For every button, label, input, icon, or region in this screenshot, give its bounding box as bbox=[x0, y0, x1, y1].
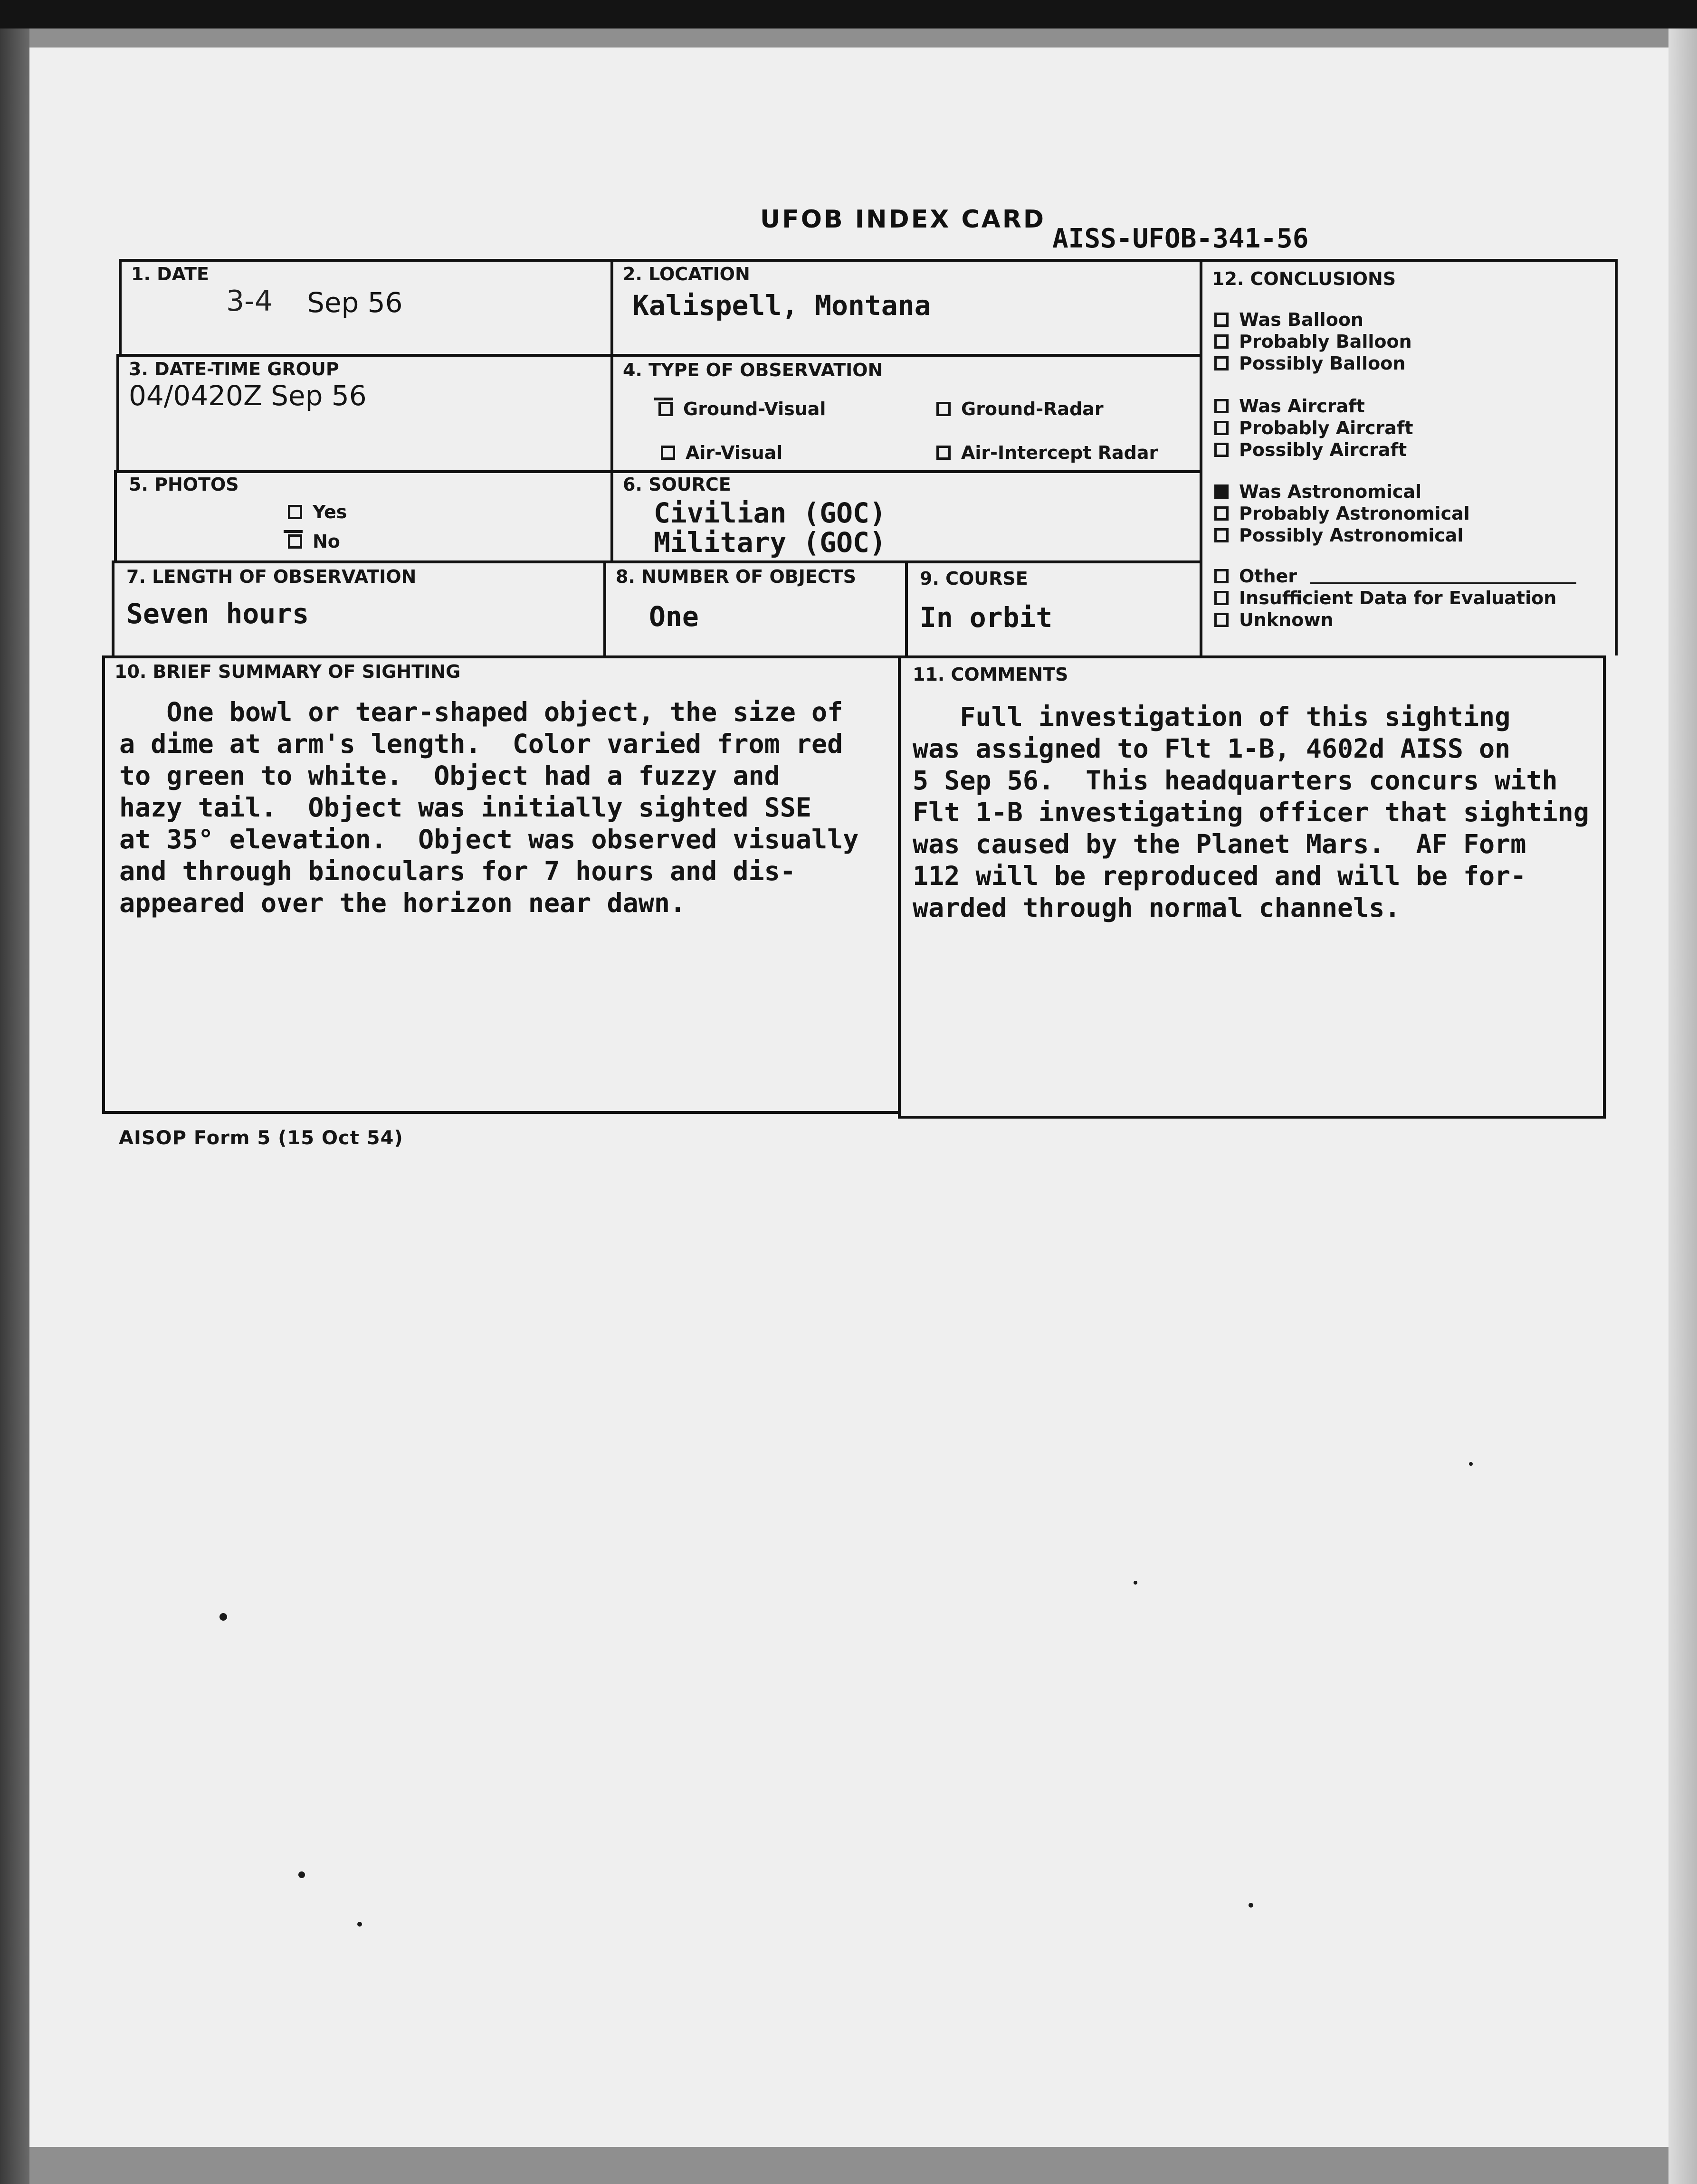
option-air-intercept-radar[interactable]: Air-Intercept Radar bbox=[936, 442, 1158, 463]
checkbox-icon bbox=[1214, 356, 1229, 370]
checkbox-icon bbox=[1214, 569, 1229, 583]
summary-text: One bowl or tear-shaped object, the size of a dime at arm's length. Color varied from red to green to white. Object had a fuzzy and hazy tail. Object was initially sighted SSE at 35° elevation. Object was observed visually and through binoculars for 7 hours and dis- appeared over the horizon near dawn. bbox=[119, 697, 859, 918]
checkbox-marked-icon bbox=[658, 402, 673, 416]
scan-left-shadow bbox=[0, 28, 29, 2184]
photos-label: 5. PHOTOS bbox=[129, 474, 239, 495]
checkbox-icon bbox=[1214, 421, 1229, 435]
conclusions-cell bbox=[1200, 259, 1618, 655]
option-photos-no[interactable]: No bbox=[288, 531, 340, 552]
option-photos-yes[interactable]: Yes bbox=[288, 502, 347, 522]
checkbox-icon bbox=[288, 505, 302, 519]
checkbox-icon bbox=[936, 446, 951, 460]
form-id-footer: AISOP Form 5 (15 Oct 54) bbox=[119, 1127, 403, 1149]
checkbox-icon bbox=[1214, 313, 1229, 327]
photos-cell bbox=[114, 470, 610, 560]
conclusion-probably-balloon[interactable]: Probably Balloon bbox=[1214, 331, 1412, 352]
card-title: UFOB INDEX CARD bbox=[760, 205, 1046, 234]
source-cell bbox=[610, 470, 1200, 560]
checkbox-icon bbox=[1214, 528, 1229, 542]
checkbox-icon bbox=[936, 402, 951, 416]
scan-speck bbox=[1249, 1903, 1253, 1908]
option-ground-radar[interactable]: Ground-Radar bbox=[936, 399, 1104, 419]
scan-speck bbox=[219, 1613, 227, 1621]
location-cell bbox=[610, 259, 1200, 354]
observation-type-cell bbox=[610, 354, 1200, 470]
dtg-label: 3. DATE-TIME GROUP bbox=[129, 359, 339, 380]
comments-text: Full investigation of this sighting was assigned to Flt 1-B, 4602d AISS on 5 Sep 56. This headquarters concurs with Flt 1-B investigating officer that sighting was caused by the Planet Mars. AF Form 112 will be reproduced and will be for- warded through normal channels. bbox=[913, 702, 1589, 923]
scan-speck bbox=[1134, 1581, 1137, 1585]
option-air-visual[interactable]: Air-Visual bbox=[661, 442, 782, 463]
form-grid bbox=[100, 259, 1606, 1114]
scan-speck bbox=[1469, 1462, 1473, 1466]
checkbox-icon bbox=[1214, 399, 1229, 413]
conclusion-unknown[interactable]: Unknown bbox=[1214, 609, 1334, 630]
conclusion-other[interactable]: Other bbox=[1214, 566, 1576, 587]
option-ground-visual[interactable]: Ground-Visual bbox=[658, 399, 826, 419]
conclusion-insufficient-data[interactable]: Insufficient Data for Evaluation bbox=[1214, 588, 1556, 608]
conclusion-was-aircraft[interactable]: Was Aircraft bbox=[1214, 396, 1365, 417]
scan-speck bbox=[298, 1871, 305, 1878]
objects-cell bbox=[603, 560, 905, 655]
observation-type-label: 4. TYPE OF OBSERVATION bbox=[623, 360, 883, 380]
checkbox-icon bbox=[1214, 591, 1229, 605]
comments-label: 11. COMMENTS bbox=[913, 664, 1068, 685]
dtg-value: 04/0420Z Sep 56 bbox=[129, 380, 367, 412]
scan-speck bbox=[357, 1922, 362, 1927]
location-value: Kalispell, Montana bbox=[632, 289, 931, 322]
conclusion-possibly-aircraft[interactable]: Possibly Aircraft bbox=[1214, 439, 1407, 460]
length-value: Seven hours bbox=[126, 598, 309, 630]
date-cell bbox=[119, 259, 618, 354]
checkbox-icon bbox=[1214, 443, 1229, 457]
conclusion-was-astronomical[interactable]: Was Astronomical bbox=[1214, 481, 1421, 502]
checkbox-marked-icon bbox=[288, 534, 302, 549]
objects-value: One bbox=[649, 600, 699, 633]
date-value: Sep 56 bbox=[307, 286, 403, 319]
checkbox-icon bbox=[1214, 334, 1229, 349]
summary-cell bbox=[102, 655, 900, 1114]
conclusion-probably-astronomical[interactable]: Probably Astronomical bbox=[1214, 503, 1470, 524]
conclusion-possibly-balloon[interactable]: Possibly Balloon bbox=[1214, 353, 1405, 374]
date-label: 1. DATE bbox=[131, 264, 209, 285]
conclusion-was-balloon[interactable]: Was Balloon bbox=[1214, 309, 1363, 330]
other-blank-line bbox=[1310, 568, 1576, 584]
checkbox-icon bbox=[1214, 613, 1229, 627]
date-handwritten-day: 3-4 bbox=[226, 285, 273, 318]
conclusions-label: 12. CONCLUSIONS bbox=[1212, 268, 1396, 289]
source-line-1: Civilian (GOC) bbox=[654, 497, 886, 529]
summary-label: 10. BRIEF SUMMARY OF SIGHTING bbox=[114, 661, 461, 682]
file-number: AISS-UFOB-341-56 bbox=[1052, 223, 1309, 254]
objects-label: 8. NUMBER OF OBJECTS bbox=[616, 566, 857, 587]
course-cell bbox=[905, 560, 1200, 655]
checkbox-checked-icon bbox=[1214, 484, 1229, 499]
length-cell bbox=[112, 560, 606, 655]
scan-top-border bbox=[0, 0, 1697, 28]
comments-cell bbox=[898, 655, 1606, 1119]
length-label: 7. LENGTH OF OBSERVATION bbox=[126, 566, 417, 587]
dtg-cell bbox=[116, 354, 610, 470]
location-label: 2. LOCATION bbox=[623, 264, 750, 285]
course-label: 9. COURSE bbox=[920, 568, 1028, 589]
source-line-2: Military (GOC) bbox=[654, 526, 886, 559]
conclusion-possibly-astronomical[interactable]: Possibly Astronomical bbox=[1214, 525, 1463, 546]
scan-right-shadow bbox=[1668, 28, 1697, 2184]
checkbox-icon bbox=[1214, 506, 1229, 521]
checkbox-icon bbox=[661, 446, 675, 460]
source-label: 6. SOURCE bbox=[623, 474, 731, 495]
course-value: In orbit bbox=[920, 601, 1053, 634]
conclusion-probably-aircraft[interactable]: Probably Aircraft bbox=[1214, 418, 1413, 438]
